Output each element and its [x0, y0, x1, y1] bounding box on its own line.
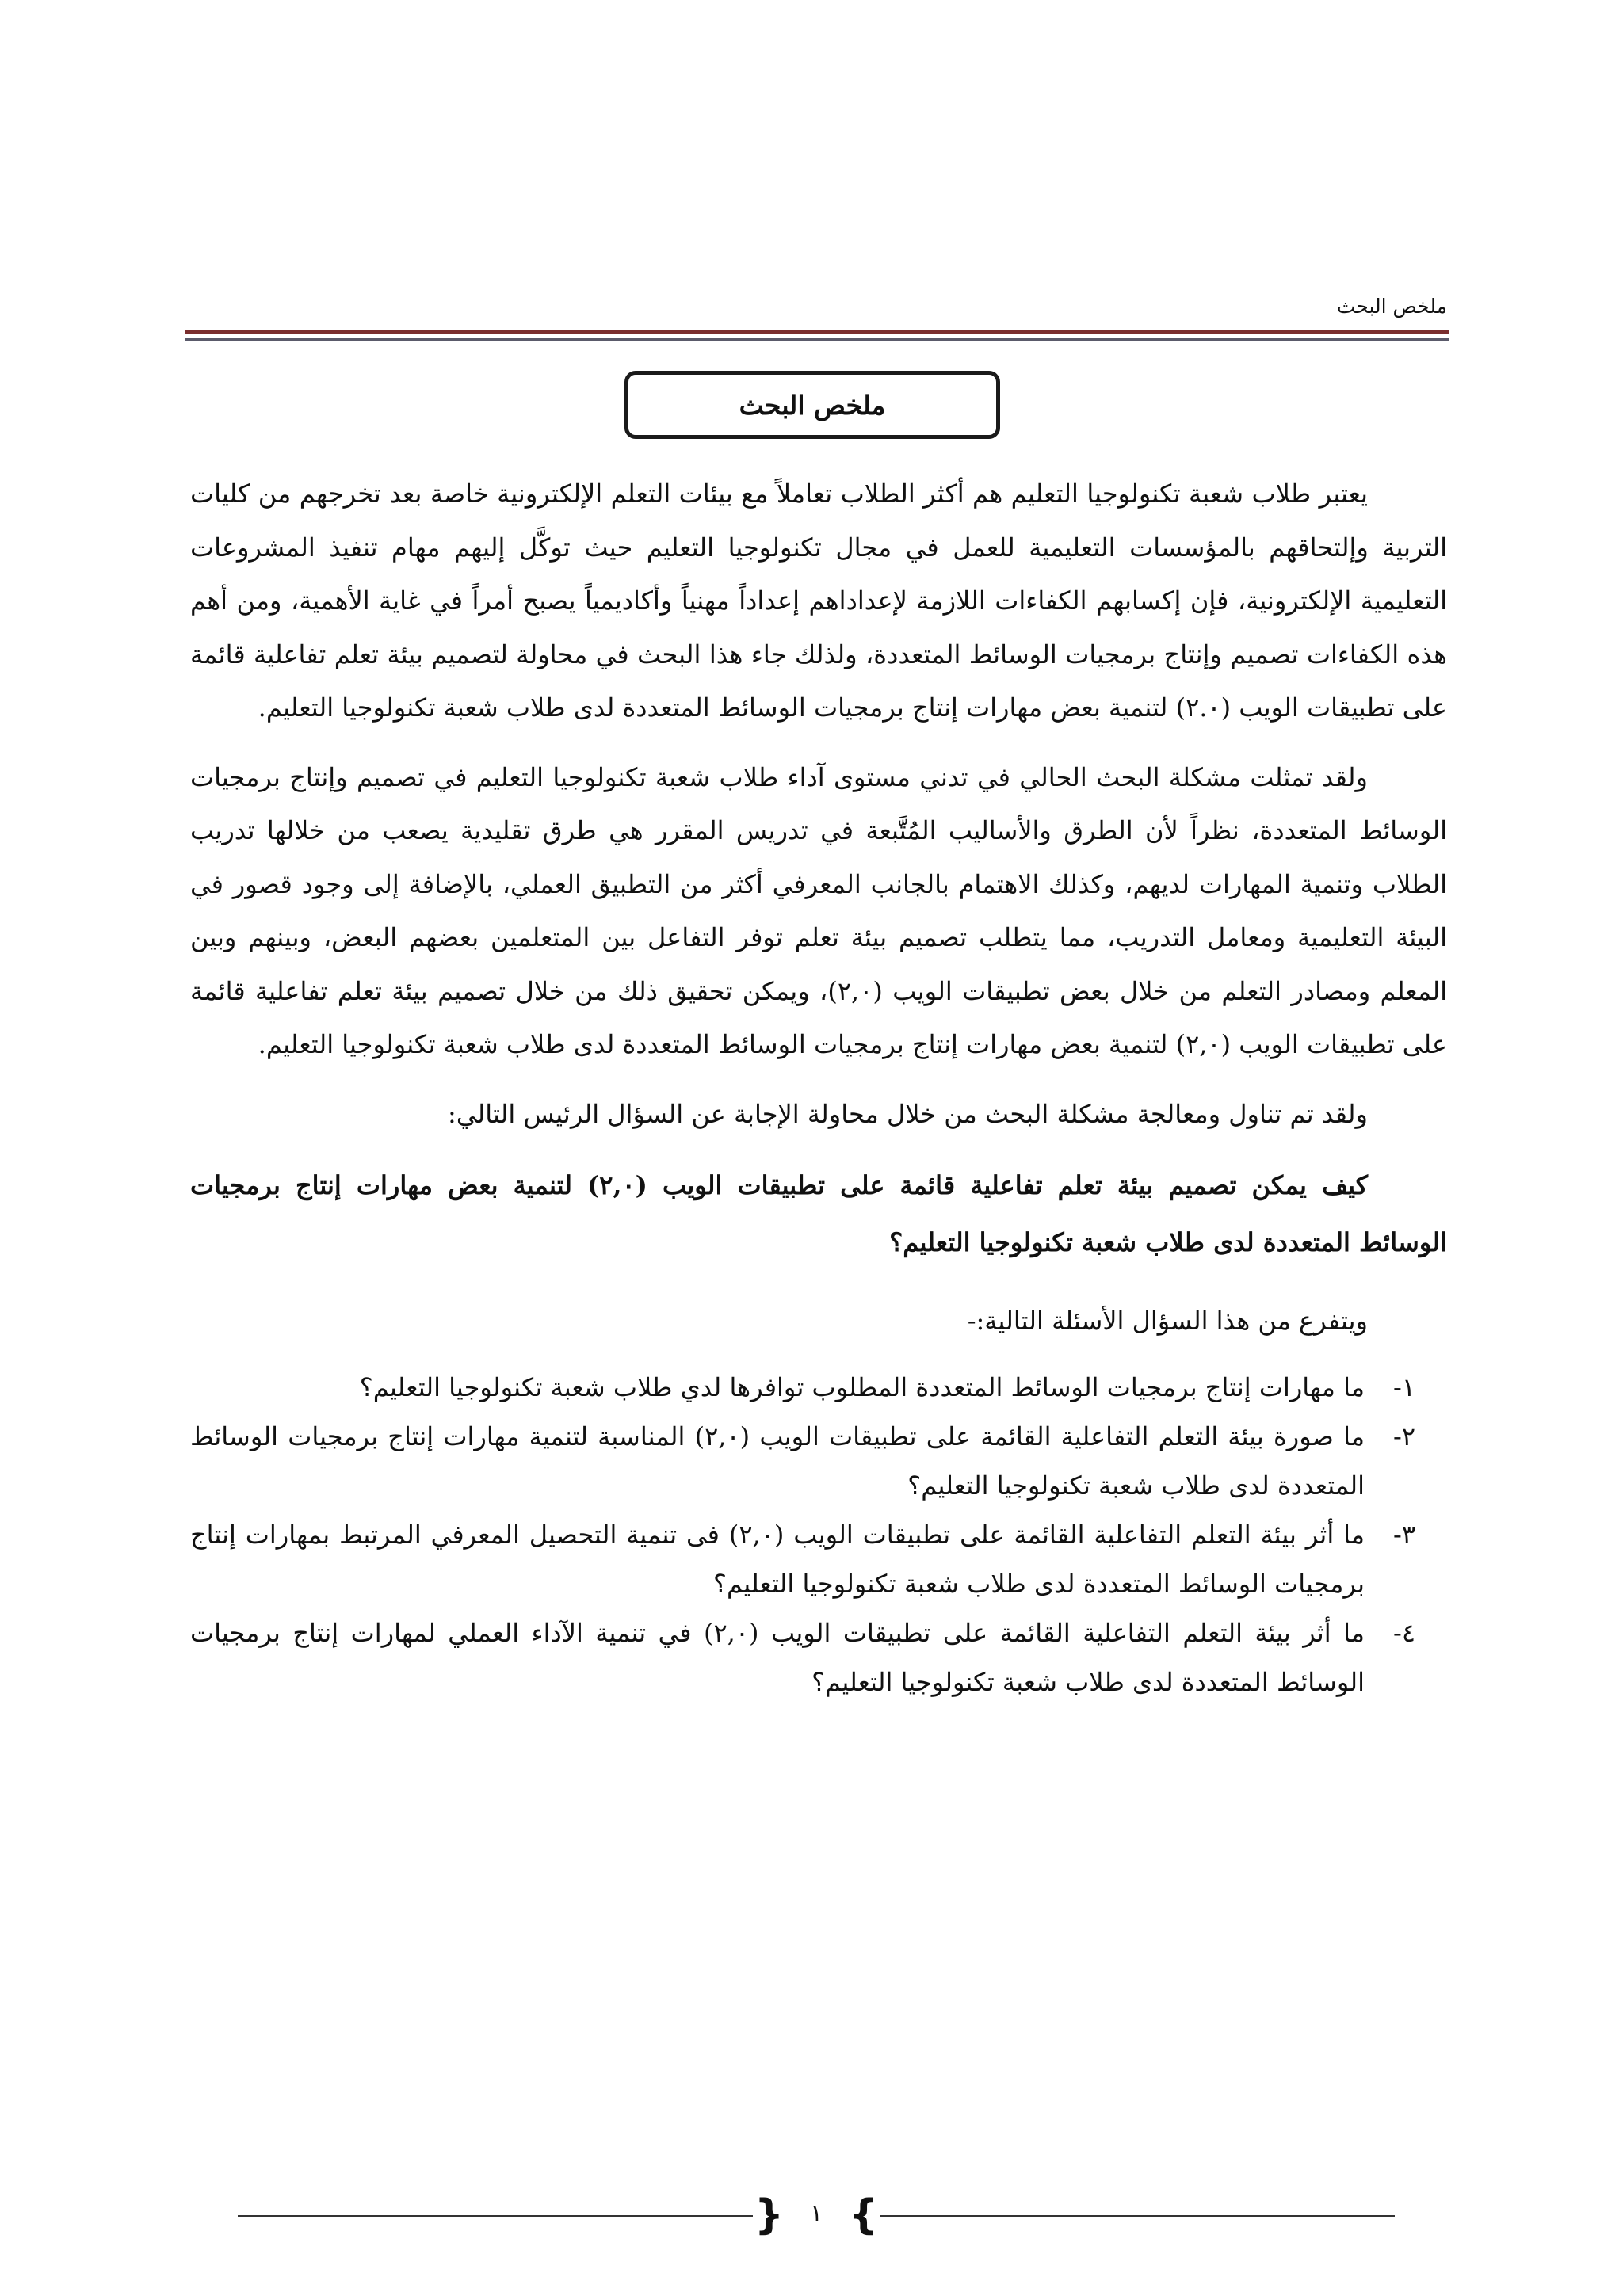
abstract-body: [190, 467, 1447, 1707]
list-item: [190, 1608, 1447, 1707]
header-rule-thin: [185, 338, 1449, 341]
list-item-number: ٢-: [1393, 1421, 1415, 1451]
list-item-text: ما أثر بيئة التعلم التفاعلية القائمة على تطبيقات الويب (٢,٠) في تنمية الآداء العملي لمهارات إنتاج برمجيات الوسائط المتعددة لدى طلاب شعبة تكنولوجيا التعليم؟: [190, 1617, 1365, 1697]
paragraph-approach: ولقد تم تناول ومعالجة مشكلة البحث من خلال محاولة الإجابة عن السؤال الرئيس التالي:: [448, 1098, 1368, 1129]
header-rule: [185, 330, 1449, 341]
section-title: ملخص البحث: [739, 389, 886, 421]
paragraph-problem: ولقد تمثلت مشكلة البحث الحالي في تدني مستوى آداء طلاب شعبة تكنولوجيا التعليم في تصميم وإنتاج برمجيات الوسائط المتعددة، نظراً لأن الطرق والأساليب المُتَّبعة في تدريس المقرر هي طرق تقليدية يصعب من خلالها تدريب الطلاب وتنمية المهارات لديهم، وكذلك الاهتمام بالجانب المعرفي أكثر من التطبيق العملي، بالإضافة إلى وجود قصور في البيئة التعليمية ومعامل التدريب، مما يتطلب تصميم بيئة تعلم توفر التفاعل بين المتعلمين بعضهم البعض، وبينهم وبين المعلم ومصادر التعلم من خلال بعض تطبيقات الويب (٢,٠)، ويمكن تحقيق ذلك من خلال تصميم بيئة تعلم تفاعلية قائمة على تطبيقات الويب (٢,٠) لتنمية بعض مهارات إنتاج برمجيات الوسائط المتعددة لدى طلاب شعبة تكنولوجيا التعليم.: [190, 761, 1448, 1059]
list-item: [190, 1510, 1447, 1608]
list-item-number: ١-: [1393, 1371, 1415, 1402]
footer-brace-left-icon: {: [754, 2191, 785, 2239]
page-number: ١: [809, 2199, 823, 2227]
list-item-text: ما مهارات إنتاج برمجيات الوسائط المتعددة المطلوب توافرها لدي طلاب شعبة تكنولوجيا التعليم؟: [359, 1371, 1365, 1402]
footer-brace-right-icon: }: [848, 2191, 878, 2239]
list-item-number: ٤-: [1393, 1617, 1415, 1648]
list-item: [190, 1412, 1447, 1510]
paragraph-intro: يعتبر طلاب شعبة تكنولوجيا التعليم هم أكثر الطلاب تعاملاً مع بيئات التعلم الإلكترونية خاصة بعد تخرجهم من كليات التربية وإلتحاقهم بالمؤسسات التعليمية للعمل في مجال تكنولوجيا التعليم حيث توكَّل إليهم مهام تنفيذ المشروعات التعليمية الإلكترونية، فإن إكسابهم الكفاءات اللازمة لإعداداهم إعداداً مهنياً وأكاديمياً يصبح أمراً في غاية الأهمية، ومن أهم هذه الكفاءات تصميم وإنتاج برمجيات الوسائط المتعددة، ولذلك جاء هذا البحث في محاولة لتصميم بيئة تعلم تفاعلية قائمة على تطبيقات الويب (٢.٠) لتنمية بعض مهارات إنتاج برمجيات الوسائط المتعددة لدى طلاب شعبة تكنولوجيا التعليم.: [190, 479, 1448, 723]
sub-questions-list: [190, 1363, 1447, 1707]
list-item: [190, 1363, 1447, 1412]
page-footer: [238, 2188, 1395, 2244]
list-item-number: ٣-: [1393, 1519, 1415, 1550]
running-header: ملخص البحث: [1336, 295, 1447, 318]
sub-questions-intro: ويتفرع من هذا السؤال الأسئلة التالية:-: [967, 1306, 1368, 1336]
section-title-box: [624, 371, 1000, 439]
main-research-question: كيف يمكن تصميم بيئة تعلم تفاعلية قائمة على تطبيقات الويب (٢,٠) لتنمية بعض مهارات إنتاج برمجيات الوسائط المتعددة لدى طلاب شعبة تكنولوجيا التعليم؟: [190, 1170, 1447, 1257]
list-item-text: ما أثر بيئة التعلم التفاعلية القائمة على تطبيقات الويب (٢,٠) فى تنمية التحصيل المعرفي المرتبط بمهارات إنتاج برمجيات الوسائط المتعددة لدى طلاب شعبة تكنولوجيا التعليم؟: [190, 1519, 1365, 1599]
list-item-text: ما صورة بيئة التعلم التفاعلية القائمة على تطبيقات الويب (٢,٠) المناسبة لتنمية مهارات إنتاج برمجيات الوسائط المتعددة لدى طلاب شعبة تكنولوجيا التعليم؟: [190, 1421, 1365, 1501]
